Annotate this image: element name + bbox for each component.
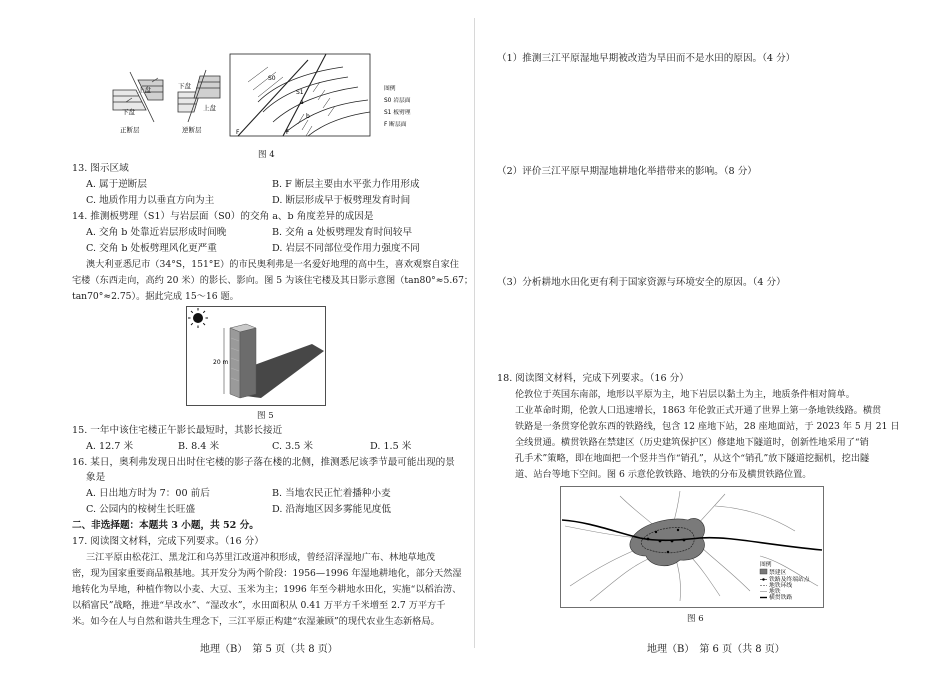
- q15-option-a[interactable]: A. 12.7 米: [86, 441, 134, 452]
- fig4-legend: [384, 84, 411, 128]
- q17-material-line4: 以稻富民”战略，推进“旱改水”、“湿改水”，水田面积从 0.41 万平方千米增至 2.7 万平方千: [72, 600, 446, 611]
- intro15-line3: tan70°≈2.75）。据此完成 15～16 题。: [72, 291, 239, 302]
- label-b: b: [306, 113, 310, 120]
- q13-stem: 13. 图示区域: [72, 163, 129, 174]
- q16-stem-line2: 象是: [86, 472, 106, 483]
- label-s1: S1: [296, 89, 304, 96]
- normal-upper-plate: 上盘: [138, 86, 151, 94]
- q17-sub2: （2）评价三江平原早期湿地耕地化举措带来的影响。（8 分）: [497, 166, 757, 177]
- q16-option-d[interactable]: D. 沿海地区因多雾能见度低: [272, 504, 391, 515]
- q14-option-c[interactable]: C. 交角 b 处板劈理风化更严重: [86, 243, 217, 254]
- intro15-line1: 澳大利亚悉尼市（34°S，151°E）的市民奥利弗是一名爱好地理的高中生，喜欢观察自家住: [86, 259, 459, 270]
- section-2-heading: 二、非选择题：本题共 3 小题，共 52 分。: [72, 520, 259, 531]
- q15-stem: 15. 一年中该住宅楼正午影长最短时，其影长接近: [72, 425, 283, 436]
- q18-material-line6: 道、站台等地下空间。图 6 示意伦敦铁路、地铁的分布及横贯铁路位置。: [515, 469, 812, 480]
- reverse-fault-label: 逆断层: [182, 126, 202, 134]
- building-front: [230, 328, 240, 398]
- q14-option-d[interactable]: D. 岩层不同部位受作用力强度不同: [272, 243, 420, 254]
- fig6-legend-loop: 地铁环线: [769, 583, 793, 589]
- q13-option-b[interactable]: B. F 断层主要由水平张力作用形成: [272, 179, 420, 190]
- q18-material-line2: 工业革命时期，伦敦人口迅速增长，1863 年伦敦正式开通了世界上第一条地铁线路。横贯: [515, 405, 882, 416]
- q13-option-c[interactable]: C. 地质作用力以垂直方向为主: [86, 195, 215, 206]
- fig6-legend-crossrail: 横贯铁路: [769, 595, 793, 601]
- q17-sub1: （1）推测三江平原湿地早期被改造为旱田而不是水田的原因。（4 分）: [497, 53, 796, 64]
- fig6-legend-stations: 铁路及终端站点: [769, 577, 810, 583]
- label-f-right: F: [286, 129, 290, 136]
- q16-option-a[interactable]: A. 日出地方时为 7：00 前后: [86, 488, 210, 499]
- q18-material-line5: 孔手术”策略，即在地面把一个竖井当作“销孔”，从这个“销孔”放下隧道挖掘机，挖出隧: [515, 453, 870, 464]
- fig4-legend-s0: S0 岩层面: [384, 98, 411, 104]
- fig4-legend-f: F 断层面: [384, 122, 407, 128]
- figure-5: [186, 306, 326, 406]
- q17-material-line3: 地转化为旱地，种植作物以小麦、大豆、玉米为主；1996 年至今耕地水田化，实施“以稻治涝、: [72, 584, 462, 595]
- q17-stem: 17. 阅读图文材料，完成下列要求。（16 分）: [72, 536, 264, 547]
- q14-option-b[interactable]: B. 交角 a 处板劈理发育时间较早: [272, 227, 413, 238]
- q14-option-a[interactable]: A. 交角 b 处靠近岩层形成时间晚: [86, 227, 227, 238]
- fig6-legend-title: 图例: [760, 562, 772, 568]
- fig4-legend-title: 图例: [384, 86, 396, 92]
- figure-4: [108, 52, 438, 152]
- reverse-lower-plate: 下盘: [178, 82, 191, 90]
- q16-option-b[interactable]: B. 当地农民正忙着播种小麦: [272, 488, 391, 499]
- fig4-legend-s1: S1 板劈理: [384, 110, 411, 116]
- q15-option-d[interactable]: D. 1.5 米: [370, 441, 412, 452]
- left-footer: 地理（B） 第 5 页（共 8 页）: [200, 644, 338, 655]
- q15-option-c[interactable]: C. 3.5 米: [272, 441, 313, 452]
- intro15-line2: 宅楼（东西走向，高约 20 米）的影长、影向。图 5 为该住宅楼及其日影示意图（tan80°≈5.67；: [72, 275, 474, 286]
- fig6-caption: 图 6: [687, 614, 704, 624]
- q17-material-line2: 密，现为国家重要商品粮基地。其开发分为两个阶段：1956—1996 年湿地耕地化，部分天然湿: [72, 568, 462, 579]
- q17-material-line1: 三江平原由松花江、黑龙江和乌苏里江改道冲积形成，曾经沼泽湿地广布、林地草地茂: [86, 552, 436, 563]
- fig5-caption: 图 5: [257, 411, 274, 421]
- fig6-legend-subway: 地铁: [769, 589, 781, 595]
- right-page: [475, 0, 950, 688]
- reverse-upper-plate: 上盘: [203, 104, 216, 112]
- q18-material-line3: 铁路是一条贯穿伦敦东西的铁路线，包含 12 座地下站，28 座地面站，于 2023 年 5 月 21 日: [515, 421, 900, 432]
- right-footer: 地理（B） 第 6 页（共 8 页）: [647, 644, 785, 655]
- label-f-left: F: [236, 129, 240, 136]
- q18-material-line1: 伦敦位于英国东南部，地形以平原为主，地下岩层以黏土为主，地质条件相对简单。: [515, 389, 855, 400]
- normal-fault-label: 正断层: [120, 126, 140, 134]
- q17-material-line5: 米。如今在人与自然和谐共生理念下，三江平原正构建“农湿兼顾”的现代农业生态新格局。: [72, 616, 440, 627]
- q16-option-c[interactable]: C. 公园内的桉树生长旺盛: [86, 504, 196, 515]
- normal-fault-diagram: [113, 72, 163, 122]
- building-height-label: 20 m: [213, 359, 229, 366]
- reverse-fault-diagram: [178, 70, 220, 122]
- q14-stem: 14. 推测板劈理（S1）与岩层面（S0）的交角 a、b 角度差异的成因是: [72, 211, 374, 222]
- label-a: a: [300, 99, 304, 106]
- fig4-caption: 图 4: [258, 150, 275, 160]
- figure-6: [560, 486, 824, 608]
- q15-option-b[interactable]: B. 8.4 米: [178, 441, 220, 452]
- q16-stem-line1: 16. 某日，奥利弗发现日出时住宅楼的影子落在楼的北侧，推测悉尼该季节最可能出现的景: [72, 457, 455, 468]
- q17-sub3: （3）分析耕地水田化更有利于国家资源与环境安全的原因。（4 分）: [497, 277, 786, 288]
- q18-material-line4: 全线贯通。横贯铁路在禁建区（历史建筑保护区）修建地下隧道时，创新性地采用了“销: [515, 437, 869, 448]
- q13-option-a[interactable]: A. 属于逆断层: [86, 179, 147, 190]
- fig6-legend-restricted: 禁建区: [769, 570, 787, 576]
- building-side: [240, 328, 256, 398]
- q18-stem: 18. 阅读图文材料，完成下列要求。（16 分）: [497, 373, 689, 384]
- label-s0: S0: [268, 75, 276, 82]
- normal-lower-plate: 下盘: [122, 108, 135, 116]
- q13-option-d[interactable]: D. 断层形成早于板劈理发育时间: [272, 195, 411, 206]
